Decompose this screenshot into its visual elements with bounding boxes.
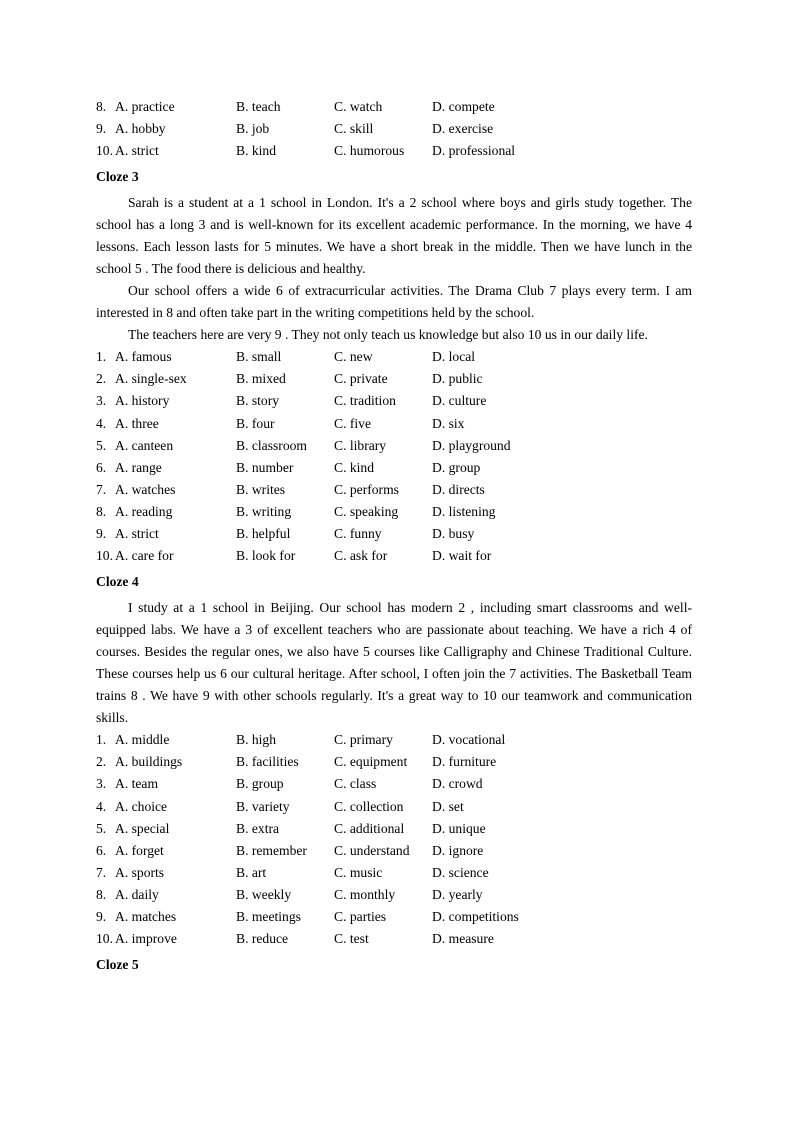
option-a: A. strict [115, 143, 159, 159]
question-number: 9. [96, 908, 107, 924]
question-number: 6. [96, 842, 107, 858]
option-c: C. parties [334, 908, 387, 924]
option-a: A. practice [115, 99, 175, 114]
option-c: C. skill [334, 121, 374, 137]
cloze5-title: Cloze 5 [96, 957, 139, 973]
option-a: A. watches [115, 481, 176, 497]
option-b: B. weekly [236, 886, 292, 902]
option-b: B. story [236, 393, 280, 409]
cloze4-title: Cloze 4 [96, 574, 139, 590]
option-c: C. performs [334, 481, 399, 497]
option-c: C. private [334, 371, 388, 387]
option-b: B. facilities [236, 754, 299, 770]
option-row [96, 501, 692, 523]
page-content [96, 96, 692, 980]
option-a: A. hobby [115, 121, 166, 137]
option-a: A. buildings [115, 754, 183, 770]
option-d: D. compete [432, 99, 495, 114]
cloze4-paragraph-1: I study at a 1 school in Beijing. Our school has modern 2 , including smart classrooms and well-equipped labs. We have a 3 of excellent teachers who are passionate about teaching. We have a rich 4 of courses. Besides the regular ones, we also have 5 courses like Calligraphy and Chinese Traditional Culture. These courses help us 6 our cultural heritage. After school, I often join the 7 activities. The Basketball Team trains 8 . We have 9 with other schools regularly. It's a great way to 10 our teamwork and communication skills. [96, 600, 692, 726]
option-row [96, 457, 692, 479]
option-d: D. listening [432, 503, 496, 519]
previous-options-list [96, 96, 692, 162]
option-a: A. sports [115, 864, 165, 880]
option-d: D. professional [432, 143, 516, 159]
option-a: A. care for [115, 548, 174, 564]
option-c: C. ask for [334, 548, 388, 564]
option-a: A. improve [115, 931, 177, 947]
option-b: B. writing [236, 503, 292, 519]
option-c: C. primary [334, 732, 393, 748]
option-a: A. three [115, 415, 159, 431]
option-d: D. crowd [432, 776, 483, 792]
option-c: C. humorous [334, 143, 405, 159]
option-b: B. number [236, 459, 294, 475]
option-row [96, 140, 692, 162]
option-row [96, 796, 692, 818]
option-d: D. local [432, 349, 476, 365]
cloze4-passage [96, 597, 692, 729]
question-number: 10. [96, 931, 113, 947]
option-d: D. yearly [432, 886, 483, 902]
option-d: D. measure [432, 931, 494, 947]
option-row [96, 545, 692, 567]
option-c: C. monthly [334, 886, 396, 902]
option-c: C. library [334, 437, 387, 453]
option-c: C. understand [334, 842, 410, 858]
option-row [96, 523, 692, 545]
question-number: 3. [96, 776, 107, 792]
option-b: B. job [236, 121, 270, 137]
question-number: 2. [96, 371, 107, 387]
option-b: B. mixed [236, 371, 286, 387]
option-c: C. funny [334, 526, 382, 542]
option-b: B. writes [236, 481, 286, 497]
option-a: A. daily [115, 886, 159, 902]
option-row [96, 928, 692, 950]
option-row [96, 906, 692, 928]
option-a: A. history [115, 393, 170, 409]
option-a: A. team [115, 776, 159, 792]
question-number: 3. [96, 393, 107, 409]
option-c: C. class [334, 776, 377, 792]
option-c: C. kind [334, 459, 375, 475]
option-b: B. classroom [236, 437, 307, 453]
option-b: B. small [236, 349, 282, 365]
option-d: D. directs [432, 481, 485, 497]
option-b: B. look for [236, 548, 296, 564]
question-number: 1. [96, 732, 107, 748]
question-number: 8. [96, 99, 107, 114]
option-c: C. collection [334, 798, 404, 814]
option-d: D. competitions [432, 908, 519, 924]
question-number: 6. [96, 459, 107, 475]
question-number: 5. [96, 820, 107, 836]
question-number: 7. [96, 864, 107, 880]
option-a: A. strict [115, 526, 159, 542]
option-d: D. playground [432, 437, 511, 453]
option-row [96, 413, 692, 435]
question-number: 4. [96, 415, 107, 431]
option-a: A. special [115, 820, 170, 836]
cloze3-paragraph-2: Our school offers a wide 6 of extracurricular activities. The Drama Club 7 plays every term. I am interested in 8 and often take part in the writing competitions held by the school. [96, 283, 692, 321]
option-b: B. group [236, 776, 284, 792]
option-d: D. furniture [432, 754, 497, 770]
option-d: D. unique [432, 820, 486, 836]
option-d: D. vocational [432, 732, 506, 748]
option-b: B. helpful [236, 526, 291, 542]
option-a: A. single-sex [115, 371, 187, 387]
question-number: 8. [96, 886, 107, 902]
option-row [96, 884, 692, 906]
cloze3-passage [96, 192, 692, 346]
option-b: B. high [236, 732, 277, 748]
option-row [96, 118, 692, 140]
option-c: C. new [334, 349, 373, 365]
option-row [96, 840, 692, 862]
option-d: D. set [432, 798, 464, 814]
option-d: D. busy [432, 526, 475, 542]
option-d: D. six [432, 415, 465, 431]
question-number: 7. [96, 481, 107, 497]
question-number: 1. [96, 349, 107, 365]
option-b: B. meetings [236, 908, 301, 924]
option-b: B. art [236, 864, 267, 880]
option-a: A. forget [115, 842, 164, 858]
option-row [96, 479, 692, 501]
option-row [96, 96, 692, 118]
option-d: D. ignore [432, 842, 484, 858]
question-number: 8. [96, 503, 107, 519]
option-b: B. four [236, 415, 275, 431]
option-row [96, 773, 692, 795]
option-c: C. speaking [334, 503, 399, 519]
option-d: D. exercise [432, 121, 494, 137]
option-d: D. public [432, 371, 483, 387]
cloze3-title: Cloze 3 [96, 169, 139, 185]
option-b: B. reduce [236, 931, 289, 947]
option-row [96, 346, 692, 368]
option-row [96, 390, 692, 412]
option-d: D. culture [432, 393, 487, 409]
option-row [96, 435, 692, 457]
option-a: A. canteen [115, 437, 174, 453]
option-b: B. kind [236, 143, 277, 159]
option-c: C. tradition [334, 393, 396, 409]
question-number: 9. [96, 526, 107, 542]
option-d: D. group [432, 459, 481, 475]
option-c: C. equipment [334, 754, 408, 770]
option-b: B. extra [236, 820, 280, 836]
cloze3-options-list [96, 346, 692, 567]
option-c: C. watch [334, 99, 383, 114]
option-a: A. reading [115, 503, 173, 519]
option-a: A. choice [115, 798, 168, 814]
option-row [96, 862, 692, 884]
cloze3-paragraph-1: Sarah is a student at a 1 school in London. It's a 2 school where boys and girls study together. The school has a long 3 and is well-known for its excellent academic performance. In the morning, we have 4 lessons. Each lesson lasts for 5 minutes. We have a short break in the middle. Then we have lunch in the school 5 . The food there is delicious and healthy. [96, 195, 692, 277]
option-a: A. famous [115, 349, 172, 365]
option-b: B. remember [236, 842, 307, 858]
option-c: C. test [334, 931, 369, 947]
option-row [96, 751, 692, 773]
question-number: 5. [96, 437, 107, 453]
cloze4-options-list [96, 729, 692, 950]
question-number: 4. [96, 798, 107, 814]
option-c: C. music [334, 864, 383, 880]
option-row [96, 818, 692, 840]
option-a: A. matches [115, 908, 177, 924]
question-number: 10. [96, 143, 113, 159]
option-d: D. science [432, 864, 489, 880]
option-row [96, 368, 692, 390]
option-b: B. teach [236, 99, 281, 114]
option-b: B. variety [236, 798, 290, 814]
option-c: C. five [334, 415, 371, 431]
option-c: C. additional [334, 820, 405, 836]
question-number: 9. [96, 121, 107, 137]
cloze3-paragraph-3: The teachers here are very 9 . They not only teach us knowledge but also 10 us in our daily life. [128, 327, 648, 343]
option-d: D. wait for [432, 548, 492, 564]
question-number: 2. [96, 754, 107, 770]
option-row [96, 729, 692, 751]
question-number: 10. [96, 548, 113, 564]
option-a: A. middle [115, 732, 170, 748]
option-a: A. range [115, 459, 162, 475]
